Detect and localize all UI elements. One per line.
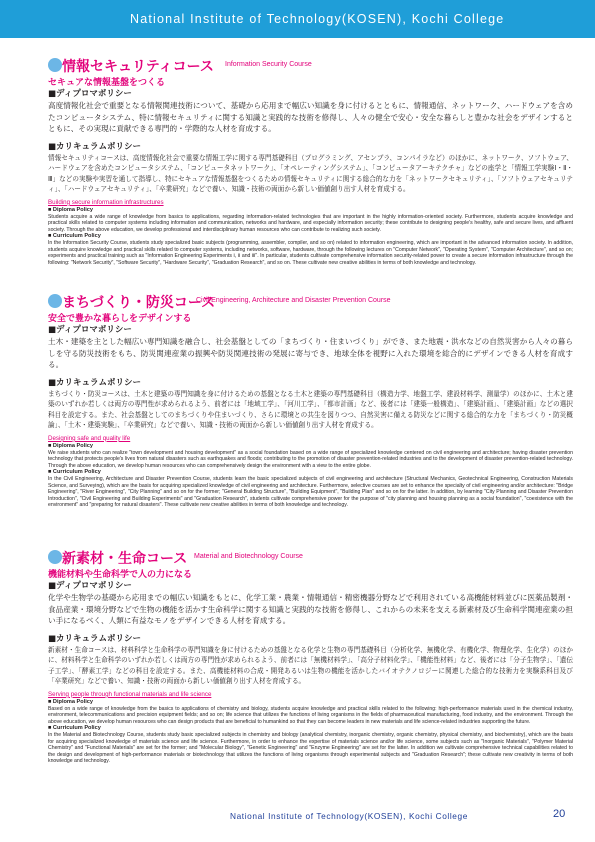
curriculum-policy-text: まちづくり・防災コースは、土木と建築の専門知識を身に付けるための基盤となる土木と建築の専門基礎科目（構造力学、地盤工学、建設材料学、測量学）のほかに、土木と建築のいずれか若しくは両方の専門性が求められるよう、前者には「地域工学」、「河川工学」、「都市計画」など、後者には「建築一般構造」、「建築計画」、「建築計画」などの選択科目を設定する。また、社会基盤としてのまちづくりや住まいづくり、さらに環境との共生を図りつつ、自然災害に備える防災などに関する総合的な力を「まちづくり・防災概論」、「土木・建築実験」、「卒業研究」などで養い、知識・技術の両面から新しい価値創り出す人材を育成する。 bbox=[48, 389, 573, 430]
bullet-circle-icon bbox=[48, 550, 62, 564]
diploma-policy-heading: ■ディプロマポリシー bbox=[48, 325, 132, 335]
course-title-en: Civil Engineering, Architecture and Disaster Prevention Course bbox=[196, 297, 391, 304]
bullet-circle-icon bbox=[48, 294, 62, 308]
curriculum-policy-text: 新素材・生命コースは、材料科学と生命科学の専門知識を身に付けるための基盤となる化学と生物の専門基礎科目（分析化学、無機化学、有機化学、物理化学、生化学）のほかに、材料科学と生命科学のいずれか若しくは両方の専門性が求められるよう、前者には「無機材料学」、「高分子材料化学」、「機能性材料」など、後者には「分子生物学」、「遺伝子工学」、「酵素工学」などの科目を設定する。また、高機能材料の合成・開発あるいは生物の機能を活かしたバイオテクノロジーに関連した総合的な技術力を実験系科目及び「卒業研究」などで養い、知識・技術の両面から新しい価値創り出す人材を育成する。 bbox=[48, 645, 573, 686]
course-heading bbox=[48, 292, 573, 312]
course-title: 新素材・生命コース bbox=[62, 551, 188, 567]
diploma-policy-text: 土木・建築を主とした幅広い専門知識を融合し、社会基盤としての「まちづくり・住まいづくり」ができ、また地震・洪水などの自然災害から人々の暮らしを守る防災技術をもち、防災関連産業の振興や防災関連技術の発展に寄与でき、地球全体を視野に入れた環境を総合的にデザインできる人材を育成する。 bbox=[48, 337, 573, 370]
course-title: まちづくり・防災コース bbox=[62, 295, 216, 311]
course-title-en: Material and Biotechnology Course bbox=[194, 553, 303, 560]
course-title: 情報セキュリティコース bbox=[62, 59, 214, 75]
course-section-civil-engineering bbox=[48, 292, 573, 508]
footer-text: National Institute of Technology(KOSEN), Kochi College bbox=[230, 811, 468, 821]
course-section-information-security bbox=[48, 56, 573, 266]
english-curriculum-text: In the Material and Biotechnology Course, students study basic specialized subjects in chemistry and biology (analytical chemistry, inorganic chemistry, organic chemistry, physical chemistry, and biochemistry), which are the basis for acquiring specialized knowledge of materials science and life science. Furthermore, in order to enhance the expertise of materials science and/or life science, some subjects such as "Inorganic Materials", "Polymer Material Chemistry" and "Functional Materials" are set for the former; and "Molecular Biology", "Genetic Engineering" and "Enzyme Engineering" are set for the latter. In addition we cultivate comprehensive technical capabilities related to the design and development of high-performance materials or biotechnology that utilizes the functions of living organisms through experimental subjects and "Graduation Research"; these cultivate new creativity in terms of both knowledge and technology. bbox=[48, 732, 573, 764]
english-diploma-heading: ■ Diploma Policy bbox=[48, 698, 94, 705]
course-heading bbox=[48, 548, 573, 568]
english-diploma-text: Students acquire a wide range of knowledge from basics to applications, regarding information-related technologies that are important in the highly information-oriented society. Furthermore, students acquire knowledge and practical skills related to computer systems including information and communication, networks and hardware, and especially information security; these contribute to designing people's healthy, safe and secure lives, and affluent society. Through the above education, we develop professional and interdisciplinary human resources who can contribute to realizing such society. bbox=[48, 213, 573, 233]
english-curriculum-heading: ■ Curriculum Policy bbox=[48, 233, 101, 240]
english-heading: Building secure information infrastructures bbox=[48, 198, 164, 206]
course-heading bbox=[48, 56, 573, 76]
english-diploma-heading: ■ Diploma Policy bbox=[48, 206, 94, 213]
page-header-band bbox=[0, 0, 595, 38]
course-subhead: 機能材料や生命科学で人の力になる bbox=[48, 570, 193, 580]
header-title: National Institute of Technology(KOSEN), Kochi College bbox=[130, 12, 505, 26]
english-curriculum-heading: ■ Curriculum Policy bbox=[48, 725, 101, 732]
english-diploma-text: Based on a wide range of knowledge from the basics to applications of chemistry and biology, students acquire knowledge and practical skills related to the following: high-performance materials used in the chemical industry, environment, telecommunications and precision equipment fields; and so on; life science that utilizes the functions of living organisms in the fields of pharmaceutical manufacturing, food industry, and the environment. Through the above education, we develop human resources who can design products that are beneficial to humankind so that they can become leaders in new materials and life science-related industries supporting the future. bbox=[48, 705, 573, 725]
course-section-material-biotechnology bbox=[48, 548, 573, 764]
diploma-policy-text: 高度情報化社会で重要となる情報関連技術について、基礎から応用まで幅広い知識を身に付けるとともに、情報通信、ネットワーク、ハードウェアを含めたコンピュータシステム、特に情報セキュリティに関する知識と実践的な技術を修得し、人々の健全で安心・安全な暮らしと豊かな社会をデザインするとともに、その実現に貢献できる専門的・学際的な人材を育成する。 bbox=[48, 101, 573, 134]
curriculum-policy-heading: ■カリキュラムポリシー bbox=[48, 141, 141, 152]
course-subhead: 安全で豊かな暮らしをデザインする bbox=[48, 314, 192, 324]
course-subhead: セキュアな情報基盤をつくる bbox=[48, 78, 166, 88]
curriculum-policy-heading: ■カリキュラムポリシー bbox=[48, 377, 141, 388]
english-heading: Serving people through functional materials and life science bbox=[48, 690, 212, 698]
diploma-policy-heading: ■ディプロマポリシー bbox=[48, 581, 132, 591]
english-diploma-text: We raise students who can realize "town development and housing development" as a social foundation based on a wide range of specialized knowledge centered on civil engineering and architecture; having disaster prevention technology that protects people's lives from natural disasters such as earthquakes and floods; contributing to the promotion of disaster prevention-related industries and to the development of disaster prevention-related technology. Through the above education, we develop human resources who can comprehensively design the environment with a view to the entire globe. bbox=[48, 449, 573, 469]
bullet-circle-icon bbox=[48, 58, 62, 72]
page-number: 20 bbox=[553, 808, 566, 820]
english-curriculum-heading: ■ Curriculum Policy bbox=[48, 469, 101, 476]
english-diploma-heading: ■ Diploma Policy bbox=[48, 442, 94, 449]
diploma-policy-heading: ■ディプロマポリシー bbox=[48, 89, 132, 99]
english-curriculum-text: In the Information Security Course, students study specialized basic subjects (programming, assembler, compiler, and so on) related to information engineering, which are important in the advanced information society. In addition, students acquire knowledge and practical skills related to computer systems, including networks, software, hardware, through the following lectures on "Computer Network", "Operating System", "Computer Architecture", and so on; experiments and practical training such as "Information Engineering Experiments Ⅰ, Ⅱ and Ⅲ". In particular, students cultivate comprehensive information security-related power to create a secure information infrastructure through the following: "Network Security", "Software Security", "Hardware Security", "Graduation Research", and so on. These cultivate new creative abilities in terms of both knowledge and technology. bbox=[48, 240, 573, 266]
diploma-policy-text: 化学や生物学の基礎から応用までの幅広い知識をもとに、化学工業・農業・情報通信・精密機器分野などで利用されている高機能材料並びに医薬品製剤・食品産業・環境分野などで生物の機能を活かす生命科学に関する知識と実践的な技術を修得し、これからの未来を支える新素材及び生命科学関連産業の担い手になるべく、人類に有益なモノをデザインできる人材を育成する。 bbox=[48, 593, 573, 626]
english-heading: Designing safe and quality life bbox=[48, 434, 131, 442]
curriculum-policy-heading: ■カリキュラムポリシー bbox=[48, 633, 141, 644]
curriculum-policy-text: 情報セキュリティコースは、高度情報化社会で重要な情報工学に関する専門基礎科目（プログラミング、アセンブラ、コンパイラなど）のほかに、ネットワーク、ソフトウェア、ハードウェアを含めたコンピュータシステム、「コンピュータネットワーク」、「オペレーティングシステム」、「コンピュータアーキテクチャ」などの座学と「情報工学実験Ⅰ・Ⅱ・Ⅲ」などの実験や実習を通して指導し、特にセキュアな情報基盤をつくるための情報セキュリティに関する総合的な力を「ネットワークセキュリティ」、「ソフトウェアセキュリティ」、「ハードウェアセキュリティ」、「卒業研究」などで養い、知識・技術の両面から新しい価値創り出す人材を育成する。 bbox=[48, 153, 573, 194]
english-curriculum-text: In the Civil Engineering, Architecture and Disaster Prevention Course, students learn the basic specialized subjects of civil engineering and architecture (Structural Mechanics, Geotechnical Engineering, Construction Materials Science, and Surveying), which are the basis for acquiring specialized knowledge of civil engineering and architecture. Furthermore, selective courses are set to enhance the specialty of civil engineering and/or architecture: "Bridge Engineering", "River Engineering", "City Planning" and so on for the former; "General Building Structure", "Building Equipment", "Building Plan" and so on for the latter. In addition, by learning "City Planning and Disaster Prevention Introduction", "Civil Engineering and Building Experiments" and "Graduation Research", students cultivate comprehensive power for the purpose of "city planning and housing planning as a social foundation", "coexistence with the environment" and "preparing for natural disasters". These cultivate new creative abilities in terms of both knowledge and technology. bbox=[48, 476, 573, 508]
course-title-en: Information Security Course bbox=[225, 61, 312, 68]
